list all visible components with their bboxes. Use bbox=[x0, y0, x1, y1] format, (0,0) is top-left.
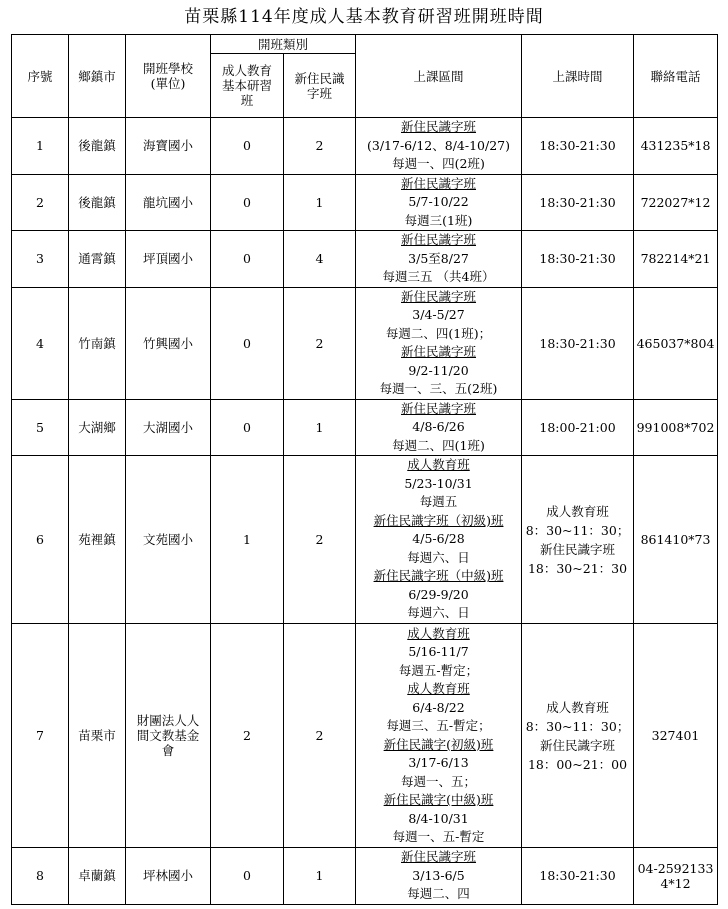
period-line: 每週三(1班) bbox=[404, 212, 473, 228]
time-line: 成人教育班 bbox=[546, 503, 609, 519]
cell-newres: 1 bbox=[284, 848, 356, 905]
cell-school: 龍坑國小 bbox=[126, 174, 211, 231]
cell-time bbox=[522, 456, 634, 624]
cell-period bbox=[356, 848, 522, 905]
time-line: 18:30-21:30 bbox=[539, 868, 616, 884]
cell-newres: 2 bbox=[284, 456, 356, 624]
table-row bbox=[12, 399, 718, 456]
header-period: 上課區間 bbox=[356, 35, 522, 118]
cell-newres: 2 bbox=[284, 624, 356, 848]
time-line: 18:00-21:00 bbox=[539, 419, 616, 435]
time-line: 18:30-21:30 bbox=[539, 251, 616, 267]
cell-period bbox=[356, 174, 522, 231]
cell-adult: 0 bbox=[211, 174, 284, 231]
table-row bbox=[12, 848, 718, 905]
cell-adult: 0 bbox=[211, 118, 284, 175]
cell-seq: 1 bbox=[12, 118, 69, 175]
period-line: 每週一、五-暫定 bbox=[392, 829, 485, 844]
period-line: 6/29-9/20 bbox=[408, 586, 469, 602]
cell-period bbox=[356, 118, 522, 175]
header-town: 鄉鎮市 bbox=[69, 35, 126, 118]
table-body bbox=[12, 118, 718, 905]
cell-time bbox=[522, 231, 634, 288]
cell-seq: 4 bbox=[12, 287, 69, 399]
cell-period bbox=[356, 399, 522, 456]
period-line: 3/17-6/13 bbox=[408, 755, 469, 770]
period-line: 9/2-11/20 bbox=[408, 362, 469, 378]
period-line: 每週二、四 bbox=[407, 886, 470, 901]
period-line: 5/16-11/7 bbox=[408, 644, 469, 659]
cell-newres: 4 bbox=[284, 231, 356, 288]
cell-period bbox=[356, 231, 522, 288]
period-line: 每週一、五； bbox=[401, 773, 477, 789]
time-line: 18:30-21:30 bbox=[539, 138, 616, 154]
cell-time bbox=[522, 399, 634, 456]
cell-phone: 782214*21 bbox=[634, 231, 718, 288]
time-line: 新住民識字班 bbox=[540, 737, 616, 753]
header-category: 開班類別 bbox=[211, 35, 356, 54]
cell-town: 通霄鎮 bbox=[69, 231, 126, 288]
cell-phone: 722027*12 bbox=[634, 174, 718, 231]
cell-town: 卓蘭鎮 bbox=[69, 848, 126, 905]
cell-adult: 0 bbox=[211, 848, 284, 905]
cell-time bbox=[522, 624, 634, 848]
cell-adult: 0 bbox=[211, 399, 284, 456]
period-line: 每週三、五-暫定； bbox=[386, 718, 491, 733]
cell-seq: 5 bbox=[12, 399, 69, 456]
header-school-line2: (單位) bbox=[150, 76, 186, 91]
time-line: 成人教育班 bbox=[546, 699, 609, 715]
period-line: 6/4-8/22 bbox=[412, 699, 465, 715]
cell-town: 大湖鄉 bbox=[69, 399, 126, 456]
page-title: 苗栗縣114年度成人基本教育研習班開班時間 bbox=[184, 7, 544, 27]
time-line: 18:30-21:30 bbox=[539, 335, 616, 351]
period-line: 3/4-5/27 bbox=[412, 307, 465, 322]
cell-adult: 0 bbox=[211, 231, 284, 288]
period-line: 4/8-6/26 bbox=[412, 419, 465, 434]
cell-adult: 0 bbox=[211, 287, 284, 399]
cell-town: 後龍鎮 bbox=[69, 118, 126, 175]
time-line: 18：30~21：30 bbox=[527, 560, 628, 576]
table-row bbox=[12, 118, 718, 175]
table-row bbox=[12, 456, 718, 624]
cell-seq: 2 bbox=[12, 174, 69, 231]
period-line: 每週五 bbox=[419, 494, 458, 510]
cell-town: 苗栗市 bbox=[69, 624, 126, 848]
period-line: 成人教育班 bbox=[407, 625, 470, 641]
cell-newres: 2 bbox=[284, 287, 356, 399]
cell-seq: 6 bbox=[12, 456, 69, 624]
table-row bbox=[12, 231, 718, 288]
cell-school: 竹興國小 bbox=[126, 287, 211, 399]
cell-seq: 7 bbox=[12, 624, 69, 848]
period-line: 每週二、四(1班)； bbox=[385, 325, 492, 341]
period-line: 3/5至8/27 bbox=[408, 250, 469, 266]
period-line: 新住民識字班（中級)班 bbox=[373, 568, 504, 584]
cell-town: 後龍鎮 bbox=[69, 174, 126, 231]
cell-town: 竹南鎮 bbox=[69, 287, 126, 399]
period-line: 新住民識字班 bbox=[401, 344, 477, 359]
cell-newres: 2 bbox=[284, 118, 356, 175]
period-line: (3/17-6/12、8/4-10/27) bbox=[367, 137, 510, 153]
header-phone: 聯絡電話 bbox=[634, 35, 718, 118]
cell-town: 苑裡鎮 bbox=[69, 456, 126, 624]
cell-phone: 431235*18 bbox=[634, 118, 718, 175]
period-line: 新住民識字班 bbox=[401, 232, 477, 247]
cell-time bbox=[522, 174, 634, 231]
cell-school: 坪林國小 bbox=[126, 848, 211, 905]
period-line: 每週一、四(2班) bbox=[392, 156, 485, 171]
period-line: 成人教育班 bbox=[407, 681, 470, 696]
period-line: 4/5-6/28 bbox=[412, 531, 465, 547]
cell-newres: 1 bbox=[284, 399, 356, 456]
header-adult: 成人教育基本研習班 bbox=[211, 54, 284, 118]
cell-newres: 1 bbox=[284, 174, 356, 231]
period-line: 3/13-6/5 bbox=[412, 867, 465, 883]
cell-period bbox=[356, 287, 522, 399]
period-line: 每週二、四(1班) bbox=[392, 437, 485, 453]
time-line: 新住民識字班 bbox=[540, 541, 616, 557]
cell-school: 海寶國小 bbox=[126, 118, 211, 175]
period-line: 每週六、日 bbox=[407, 549, 470, 565]
period-line: 成人教育班 bbox=[407, 457, 470, 473]
cell-school: 財團法人人間文教基金會 bbox=[126, 624, 211, 848]
schedule-table bbox=[11, 34, 718, 905]
cell-school: 坪頂國小 bbox=[126, 231, 211, 288]
period-line: 5/23-10/31 bbox=[404, 475, 473, 491]
header-school-line1: 開班學校 bbox=[142, 61, 193, 76]
time-line: 8：30~11：30； bbox=[525, 718, 630, 734]
cell-period bbox=[356, 456, 522, 624]
cell-phone: 861410*73 bbox=[634, 456, 718, 624]
table-row bbox=[12, 287, 718, 399]
period-line: 新住民識字班（初級)班 bbox=[373, 512, 504, 528]
header-time: 上課時間 bbox=[522, 35, 634, 118]
time-line: 18：00~21：00 bbox=[527, 756, 628, 772]
period-line: 8/4-10/31 bbox=[408, 810, 469, 826]
header-newres: 新住民識字班 bbox=[284, 54, 356, 118]
header-school bbox=[126, 35, 211, 118]
cell-phone: 327401 bbox=[634, 624, 718, 848]
period-line: 每週六、日 bbox=[407, 605, 470, 621]
cell-school: 文苑國小 bbox=[126, 456, 211, 624]
cell-adult: 2 bbox=[211, 624, 284, 848]
cell-phone: 04-25921334*12 bbox=[634, 848, 718, 905]
period-line: 新住民識字班 bbox=[401, 119, 477, 134]
period-line: 新住民識字(中級)班 bbox=[383, 792, 494, 807]
period-line: 新住民識字(初級)班 bbox=[383, 736, 494, 752]
header-seq: 序號 bbox=[12, 35, 69, 118]
period-line: 新住民識字班 bbox=[401, 175, 477, 191]
cell-time bbox=[522, 118, 634, 175]
period-line: 新住民識字班 bbox=[401, 849, 477, 864]
period-line: 新住民識字班 bbox=[401, 288, 477, 304]
cell-period bbox=[356, 624, 522, 848]
cell-phone: 465037*804 bbox=[634, 287, 718, 399]
period-line: 每週一、三、五(2班) bbox=[379, 381, 498, 396]
cell-phone: 991008*702 bbox=[634, 399, 718, 456]
period-line: 每週五-暫定； bbox=[398, 662, 479, 678]
cell-seq: 8 bbox=[12, 848, 69, 905]
cell-time bbox=[522, 848, 634, 905]
table-row bbox=[12, 624, 718, 848]
cell-time bbox=[522, 287, 634, 399]
time-line: 8：30~11：30； bbox=[525, 522, 630, 538]
cell-school: 大湖國小 bbox=[126, 399, 211, 456]
period-line: 5/7-10/22 bbox=[408, 194, 469, 209]
cell-seq: 3 bbox=[12, 231, 69, 288]
cell-adult: 1 bbox=[211, 456, 284, 624]
time-line: 18:30-21:30 bbox=[539, 194, 616, 210]
table-row bbox=[12, 174, 718, 231]
period-line: 每週三五 （共4班） bbox=[382, 269, 495, 284]
period-line: 新住民識字班 bbox=[401, 400, 477, 416]
